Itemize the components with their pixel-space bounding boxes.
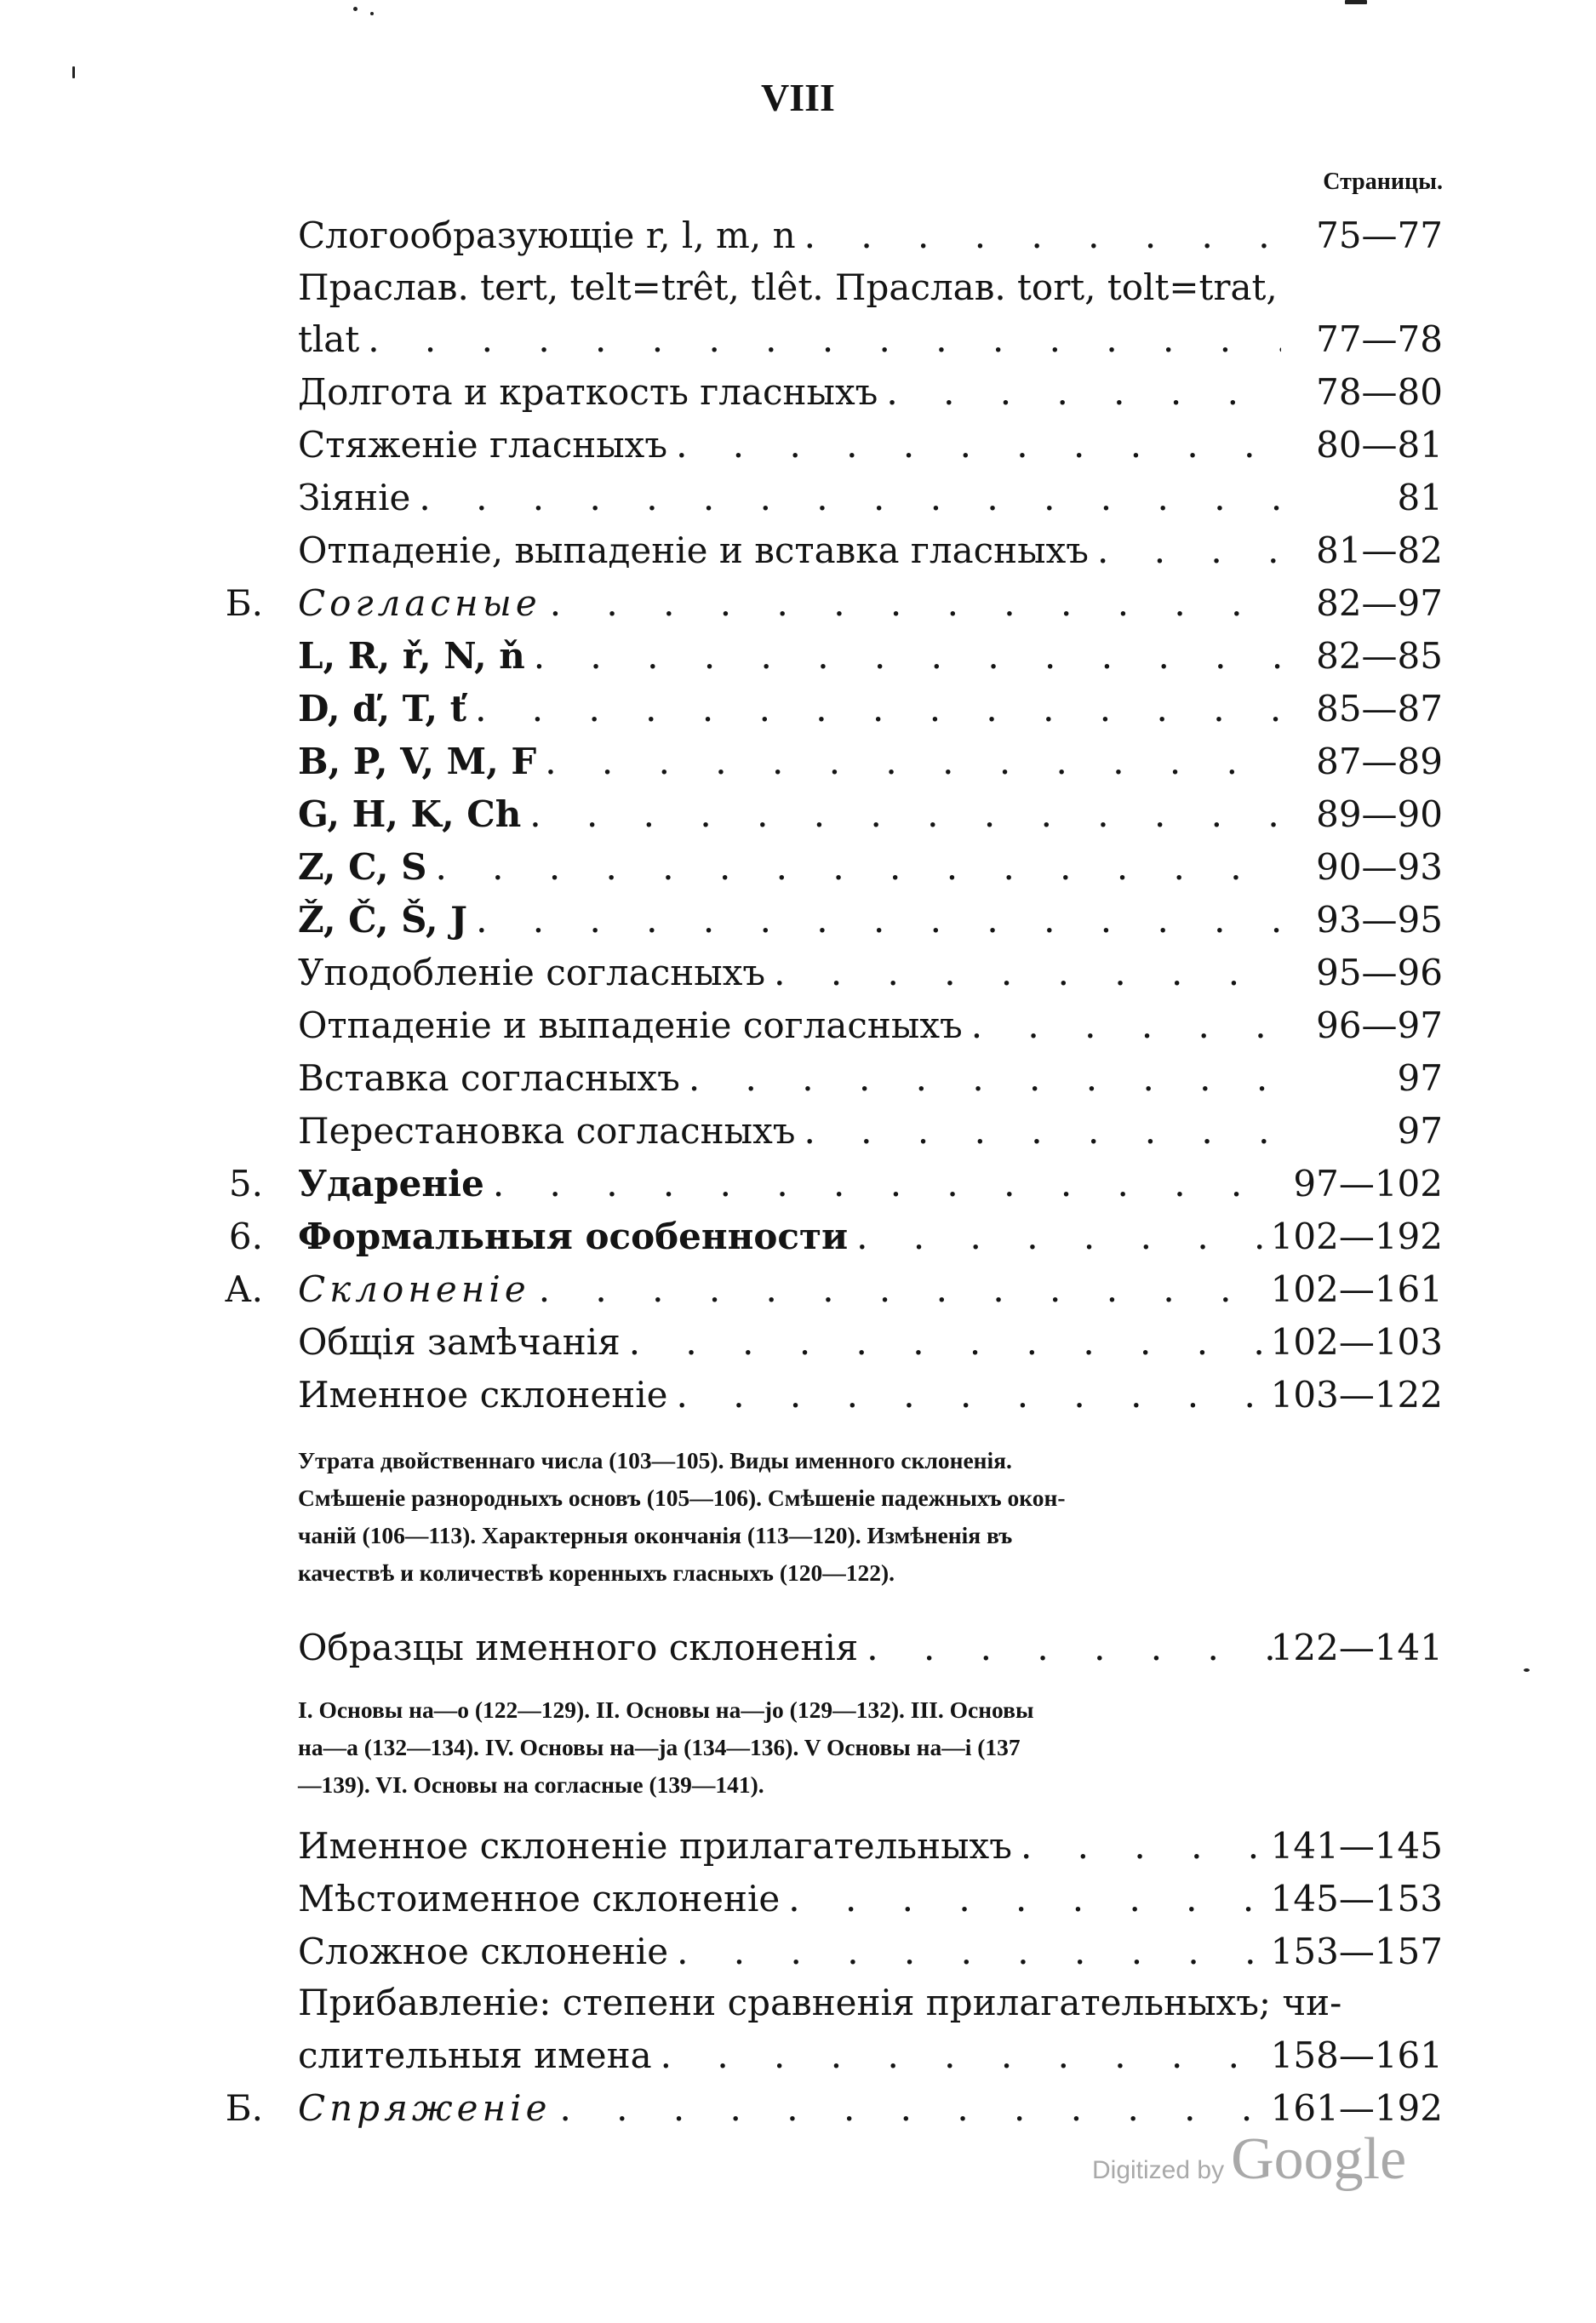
dot-leader bbox=[856, 1211, 1281, 1262]
toc-entry bbox=[0, 1821, 1596, 1872]
toc-entry-pages: 103—122 bbox=[1270, 1374, 1443, 1416]
dot-leader bbox=[677, 1926, 1281, 1977]
toc-entry bbox=[0, 1317, 1596, 1368]
toc-entry-title: Формальныя особенности bbox=[298, 1216, 849, 1257]
dot-leader bbox=[886, 367, 1281, 418]
dot-leader bbox=[677, 1370, 1282, 1421]
toc-entry-pages: 102—192 bbox=[1270, 1216, 1443, 1257]
toc-entry-pages: 153—157 bbox=[1270, 1931, 1443, 1972]
dot-leader bbox=[534, 631, 1281, 682]
toc-entry-title: Мѣстоименное склоненіе bbox=[298, 1878, 781, 1920]
dot-leader bbox=[971, 1000, 1281, 1051]
toc-entry-title: Зіяніе bbox=[298, 477, 411, 518]
dot-leader bbox=[788, 1874, 1281, 1925]
toc-entry bbox=[0, 1106, 1596, 1157]
toc-entry-title: G, H, K, Ch bbox=[298, 793, 522, 835]
dot-leader bbox=[867, 1622, 1281, 1674]
page-number: VIII bbox=[761, 76, 835, 119]
scan-speck bbox=[1345, 0, 1367, 4]
toc-entry-title: Перестановка согласныхъ bbox=[298, 1110, 796, 1152]
toc-entry bbox=[0, 1053, 1596, 1104]
toc-entry bbox=[0, 1264, 1596, 1315]
toc-entry-pages: 93—95 bbox=[1316, 899, 1443, 941]
toc-entry bbox=[0, 631, 1596, 682]
toc-entry-pages: 87—89 bbox=[1316, 741, 1443, 782]
toc-entry-title: Склоненіе bbox=[298, 1268, 530, 1310]
toc-entry-pages: 89—90 bbox=[1316, 793, 1443, 835]
toc-entry bbox=[0, 789, 1596, 840]
toc-entry-pages: 158—161 bbox=[1270, 2034, 1443, 2076]
toc-entry-pages: 82—85 bbox=[1316, 635, 1443, 677]
toc-entry bbox=[0, 684, 1596, 735]
toc-entry bbox=[0, 367, 1596, 418]
note-line: Утрата двойственнаго числа (103—105). Виды именного склоненія. bbox=[298, 1447, 1012, 1473]
toc-entry-title: Уподобленіе согласныхъ bbox=[298, 952, 766, 993]
dot-leader bbox=[545, 736, 1281, 787]
watermark-prefix: Digitized by bbox=[1092, 2156, 1225, 2184]
toc-entry-title: Образцы именного склоненія bbox=[298, 1627, 859, 1668]
toc-entry-title: Удареніе bbox=[298, 1163, 484, 1204]
toc-entry-number: Б. bbox=[225, 2087, 263, 2129]
note-obrazcy bbox=[298, 1691, 1443, 1804]
dot-leader bbox=[539, 1264, 1281, 1315]
note-line: Смѣшеніе разнородныхъ основъ (105—106). Смѣшеніе падежныхъ окон- bbox=[298, 1485, 1066, 1511]
toc-entry bbox=[0, 1926, 1596, 1977]
dot-leader bbox=[529, 789, 1281, 840]
toc-entry-title: B, P, V, M, F bbox=[298, 741, 537, 782]
toc-entry-pages: 161—192 bbox=[1270, 2087, 1443, 2129]
dot-leader bbox=[676, 420, 1281, 471]
toc-entry-pages: 77—78 bbox=[1316, 318, 1443, 360]
note-line: —139). VI. Основы на согласные (139—141). bbox=[298, 1771, 764, 1798]
toc-entry-pages: 102—161 bbox=[1270, 1268, 1443, 1310]
toc-entry bbox=[0, 525, 1596, 576]
toc-entry-pages: 80—81 bbox=[1316, 424, 1443, 466]
scan-speck bbox=[353, 7, 358, 11]
toc-entry-pages: 81 bbox=[1397, 477, 1443, 518]
toc-entry bbox=[0, 1159, 1596, 1210]
dot-leader bbox=[774, 947, 1281, 998]
toc-entry-title: Отпаденіе и выпаденіе согласныхъ bbox=[298, 1004, 963, 1046]
toc-entry bbox=[0, 420, 1596, 471]
toc-entry bbox=[0, 1622, 1596, 1674]
toc-entry-pages: 141—145 bbox=[1270, 1825, 1443, 1867]
toc-entry-pages: 102—103 bbox=[1270, 1321, 1443, 1363]
toc-entry bbox=[0, 842, 1596, 893]
toc-entry bbox=[0, 736, 1596, 787]
dot-leader bbox=[550, 578, 1281, 629]
toc-entry-pages: 96—97 bbox=[1316, 1004, 1443, 1046]
toc-entry-pages: 85—87 bbox=[1316, 688, 1443, 730]
toc-entry-title: tlat bbox=[298, 318, 360, 360]
dot-leader bbox=[493, 1159, 1281, 1210]
toc-entry bbox=[0, 210, 1596, 261]
toc-entry-title: Слогообразующіе r, l, m, n bbox=[298, 215, 796, 256]
dot-leader bbox=[804, 210, 1281, 261]
toc-entry-title: слительныя имена bbox=[298, 2034, 652, 2076]
note-line: чаній (106—113). Характерныя окончанія (113—120). Измѣненія въ bbox=[298, 1522, 1013, 1548]
dot-leader bbox=[435, 842, 1281, 893]
toc-entry-title: D, ď, T, ť bbox=[298, 688, 467, 730]
scan-speck bbox=[370, 12, 374, 15]
dot-leader bbox=[804, 1106, 1281, 1157]
toc-entry-number: 5. bbox=[228, 1163, 263, 1204]
toc-entry-title: Ž, Č, Š, J bbox=[298, 899, 468, 941]
toc-entry-title: Именное склоненіе bbox=[298, 1374, 668, 1416]
toc-entry-title: Общія замѣчанія bbox=[298, 1321, 621, 1363]
pages-column-header: Страницы. bbox=[1323, 169, 1443, 195]
google-watermark bbox=[1092, 2126, 1406, 2194]
google-logo: Google bbox=[1231, 2126, 1407, 2192]
toc-entry-number: 6. bbox=[228, 1216, 263, 1257]
dot-leader bbox=[368, 314, 1281, 365]
toc-entry-title: Вставка согласныхъ bbox=[298, 1057, 680, 1099]
toc-entry-title: Z, C, S bbox=[298, 846, 427, 888]
toc-entry-title: Спряженіе bbox=[298, 2087, 552, 2129]
note-line: I. Основы на—о (122—129). II. Основы на—jo (129—132). III. Основы bbox=[298, 1696, 1034, 1723]
toc-entry-pages: 95—96 bbox=[1316, 952, 1443, 993]
scan-speck bbox=[72, 66, 75, 78]
dot-leader bbox=[476, 895, 1281, 946]
toc-entry-title: Именное склоненіе прилагательныхъ bbox=[298, 1825, 1012, 1867]
note-line: на—а (132—134). IV. Основы на—ja (134—136). V Основы на—i (137 bbox=[298, 1734, 1021, 1760]
toc-entry bbox=[0, 1211, 1596, 1262]
toc-entry-pages: 75—77 bbox=[1316, 215, 1443, 256]
toc-entry-number: Б. bbox=[225, 582, 263, 624]
note-line: качествѣ и количествѣ коренныхъ гласныхъ (120—122). bbox=[298, 1559, 895, 1586]
toc-entry bbox=[0, 472, 1596, 524]
toc-entry bbox=[0, 1874, 1596, 1925]
toc-entry-number: А. bbox=[224, 1268, 263, 1310]
toc-entry-pages: 90—93 bbox=[1316, 846, 1443, 888]
toc-entry-title: Согласные bbox=[298, 582, 541, 624]
toc-entry bbox=[0, 895, 1596, 946]
toc-entry-wrapped-line: Прибавленіе: степени сравненія прилагательныхъ; чи- bbox=[298, 1982, 1342, 2023]
toc-entry-pages: 81—82 bbox=[1316, 529, 1443, 571]
toc-entry-title: Стяженіе гласныхъ bbox=[298, 424, 668, 466]
toc-entry-title: L, R, ř, N, ň bbox=[298, 635, 525, 677]
toc-entry-pages: 82—97 bbox=[1316, 582, 1443, 624]
toc-entry bbox=[0, 578, 1596, 629]
toc-entry-pages: 97—102 bbox=[1293, 1163, 1443, 1204]
toc-entry bbox=[0, 1000, 1596, 1051]
toc-entry-title: Сложное склоненіе bbox=[298, 1931, 669, 1972]
dot-leader bbox=[475, 684, 1281, 735]
toc-entry-title: Долгота и краткость гласныхъ bbox=[298, 371, 878, 413]
toc-entry bbox=[0, 947, 1596, 998]
toc-entry-pages: 78—80 bbox=[1316, 371, 1443, 413]
note-imennoe-sklonenie bbox=[298, 1442, 1443, 1592]
dot-leader bbox=[1097, 525, 1281, 576]
toc-entry-pages: 97 bbox=[1397, 1057, 1443, 1099]
dot-leader bbox=[661, 2030, 1281, 2081]
toc-entry-pages: 145—153 bbox=[1270, 1878, 1443, 1920]
dot-leader bbox=[419, 472, 1281, 524]
dot-leader bbox=[629, 1317, 1281, 1368]
dot-leader bbox=[689, 1053, 1281, 1104]
scan-speck bbox=[1524, 1668, 1530, 1672]
toc-entry bbox=[0, 314, 1596, 365]
toc-entry bbox=[0, 2030, 1596, 2081]
toc-entry-pages: 122—141 bbox=[1270, 1627, 1443, 1668]
toc-entry-wrapped-line: Праслав. tert, telt=trêt, tlêt. Праслав. tort, tolt=trat, bbox=[298, 266, 1278, 308]
toc-entry-title: Отпаденіе, выпаденіе и вставка гласныхъ bbox=[298, 529, 1090, 571]
dot-leader bbox=[1021, 1821, 1281, 1872]
toc-entry bbox=[0, 1370, 1596, 1421]
toc-entry-pages: 97 bbox=[1397, 1110, 1443, 1152]
